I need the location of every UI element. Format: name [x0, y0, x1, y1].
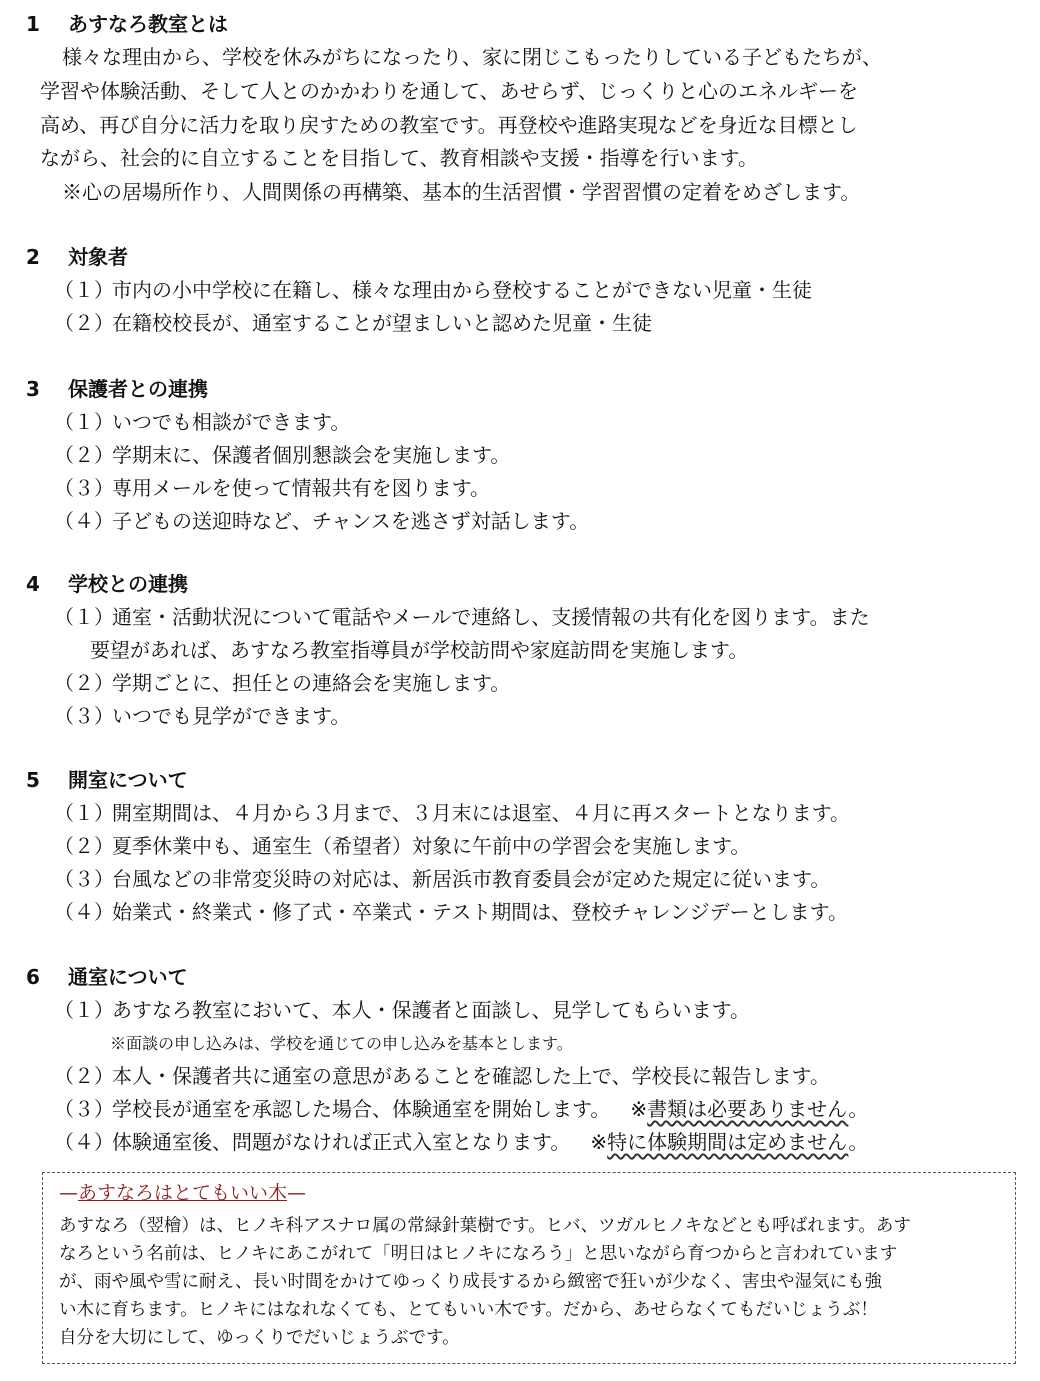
- item-text: いつでも見学ができます。: [112, 704, 351, 728]
- item-text: あすなろ教室において、本人・保護者と面談し、見学してもらいます。: [112, 998, 750, 1022]
- item-mark: （４）: [54, 1130, 114, 1154]
- item-mark: （１）: [54, 410, 114, 434]
- list-item: [54, 509, 589, 533]
- item-note-prefix: ※: [630, 1097, 648, 1121]
- box-text-line: 自分を大切にして、ゆっくりでだいじょうぶです。: [59, 1328, 460, 1348]
- list-item: [54, 1130, 868, 1154]
- list-item: [54, 1064, 830, 1088]
- title-dash: —: [59, 1182, 78, 1204]
- item-text: 本人・保護者共に通室の意思があることを確認した上で、学校長に報告します。: [112, 1064, 830, 1088]
- item-mark: （１）: [54, 278, 114, 302]
- section-6-heading: [26, 965, 188, 989]
- section-number: 1: [26, 12, 40, 36]
- list-item: [54, 704, 350, 728]
- item-mark: （１）: [54, 801, 114, 825]
- section-number: 4: [26, 572, 40, 596]
- item-text: 通室・活動状況について電話やメールで連絡し、支援情報の共有化を図ります。また: [112, 605, 870, 629]
- item-mark: （１）: [54, 605, 114, 629]
- section-title: 学校との連携: [68, 572, 188, 596]
- item-text: 市内の小中学校に在籍し、様々な理由から登校することができない児童・生徒: [112, 278, 812, 302]
- item-text: 子どもの送迎時など、チャンスを逃さず対話します。: [112, 509, 590, 533]
- item-note-suffix: 。: [848, 1097, 869, 1121]
- section-1-line: 高め、再び自分に活力を取り戻すための教室です。再登校や進路実現などを身近な目標とし: [40, 113, 858, 137]
- box-text-line: い木に育ちます。ヒノキにはなれなくても、とてもいい木です。だから、あせらなくてもだいじょうぶ！: [59, 1300, 878, 1320]
- section-title: 開室について: [68, 768, 188, 792]
- list-item: [54, 867, 830, 891]
- section-1-line: 様々な理由から、学校を休みがちになったり、家に閉じこもったりしている子どもたちが、: [62, 45, 882, 69]
- section-title: 保護者との連携: [68, 377, 208, 401]
- title-dash: —: [287, 1182, 307, 1204]
- item-text: 体験通室後、問題がなければ正式入室となります。: [112, 1130, 571, 1154]
- item-mark: （３）: [54, 1097, 114, 1121]
- item-text: 在籍校校長が、通室することが望ましいと認めた児童・生徒: [112, 311, 652, 335]
- section-4-heading: [26, 572, 188, 596]
- item-text: 始業式・終業式・修了式・卒業式・テスト期間は、登校チャレンジデーとします。: [112, 900, 848, 924]
- section-number: 3: [26, 377, 40, 401]
- list-item-continuation: 要望があれば、あすなろ教室指導員が学校訪問や家庭訪問を実施します。: [90, 638, 749, 662]
- list-item: [54, 443, 510, 467]
- box-text-line: なろという名前は、ヒノキにあこがれて「明日はヒノキになろう」と思いながら育つからと言われています: [59, 1244, 898, 1264]
- list-item: [54, 801, 850, 825]
- item-mark: （４）: [54, 900, 114, 924]
- section-number: 5: [26, 768, 40, 792]
- item-mark: （２）: [54, 834, 114, 858]
- item-mark: （２）: [54, 311, 114, 335]
- list-item: [54, 311, 652, 335]
- section-title: 通室について: [68, 965, 188, 989]
- item-mark: （２）: [54, 1064, 114, 1088]
- section-2-heading: [26, 245, 128, 269]
- item-note-emphasis: 書類は必要ありません: [647, 1097, 849, 1121]
- item-mark: （３）: [54, 867, 114, 891]
- item-text: 専用メールを使って情報共有を図ります。: [112, 476, 490, 500]
- section-1-line: 学習や体験活動、そして人とのかかわりを通して、あせらず、じっくりと心のエネルギーを: [40, 79, 858, 103]
- list-item: [54, 834, 750, 858]
- item-note-emphasis: 特に体験期間は定めません: [607, 1130, 849, 1154]
- box-title-text: あすなろはとてもいい木: [78, 1182, 288, 1204]
- item-text: 学期末に、保護者個別懇談会を実施します。: [112, 443, 511, 467]
- item-mark: （３）: [54, 704, 114, 728]
- section-number: 6: [26, 965, 40, 989]
- item-mark: （１）: [54, 998, 114, 1022]
- list-item: [54, 671, 510, 695]
- item-mark: （４）: [54, 509, 114, 533]
- section-title: あすなろ教室とは: [68, 12, 228, 36]
- list-item-note: ※面談の申し込みは、学校を通じての申し込みを基本とします。: [110, 1034, 573, 1053]
- item-note-prefix: ※: [590, 1130, 608, 1154]
- section-1-heading: [26, 12, 228, 36]
- item-text: 学校長が通室を承認した場合、体験通室を開始します。: [112, 1097, 611, 1121]
- item-text: いつでも相談ができます。: [112, 410, 351, 434]
- box-text-line: あすなろ（翌檜）は、ヒノキ科アスナロ属の常緑針葉樹です。ヒバ、ツガルヒノキなどとも呼ばれます。あす: [59, 1216, 911, 1236]
- item-mark: （２）: [54, 671, 114, 695]
- list-item: [54, 476, 490, 500]
- list-item: [54, 998, 750, 1022]
- section-3-heading: [26, 377, 208, 401]
- list-item: [54, 278, 812, 302]
- section-number: 2: [26, 245, 40, 269]
- item-text: 夏季休業中も、通室生（希望者）対象に午前中の学習会を実施します。: [112, 834, 751, 858]
- section-1-line: ながら、社会的に自立することを目指して、教育相談や支援・指導を行います。: [40, 146, 758, 170]
- item-mark: （３）: [54, 476, 114, 500]
- list-item: [54, 900, 848, 924]
- item-text: 台風などの非常変災時の対応は、新居浜市教育委員会が定めた規定に従います。: [112, 867, 831, 891]
- list-item: [54, 1097, 868, 1121]
- item-mark: （２）: [54, 443, 114, 467]
- section-title: 対象者: [68, 245, 128, 269]
- section-1-note: ※心の居場所作り、人間関係の再構築、基本的生活習慣・学習習慣の定着をめざします。: [62, 180, 861, 204]
- item-text: 学期ごとに、担任との連絡会を実施します。: [112, 671, 511, 695]
- asunaro-info-box: [42, 1172, 1016, 1364]
- list-item: [54, 605, 870, 629]
- section-5-heading: [26, 768, 188, 792]
- list-item: [54, 410, 350, 434]
- item-note-suffix: 。: [848, 1130, 869, 1154]
- box-title: [59, 1181, 306, 1205]
- box-text-line: が、雨や風や雪に耐え、長い时間をかけてゆっくり成長するから緻密で狂いが少なく、害虫や湿気にも強: [59, 1272, 883, 1292]
- item-text: 開室期間は、４月から３月まで、３月末には退室、４月に再スタートとなります。: [112, 801, 850, 825]
